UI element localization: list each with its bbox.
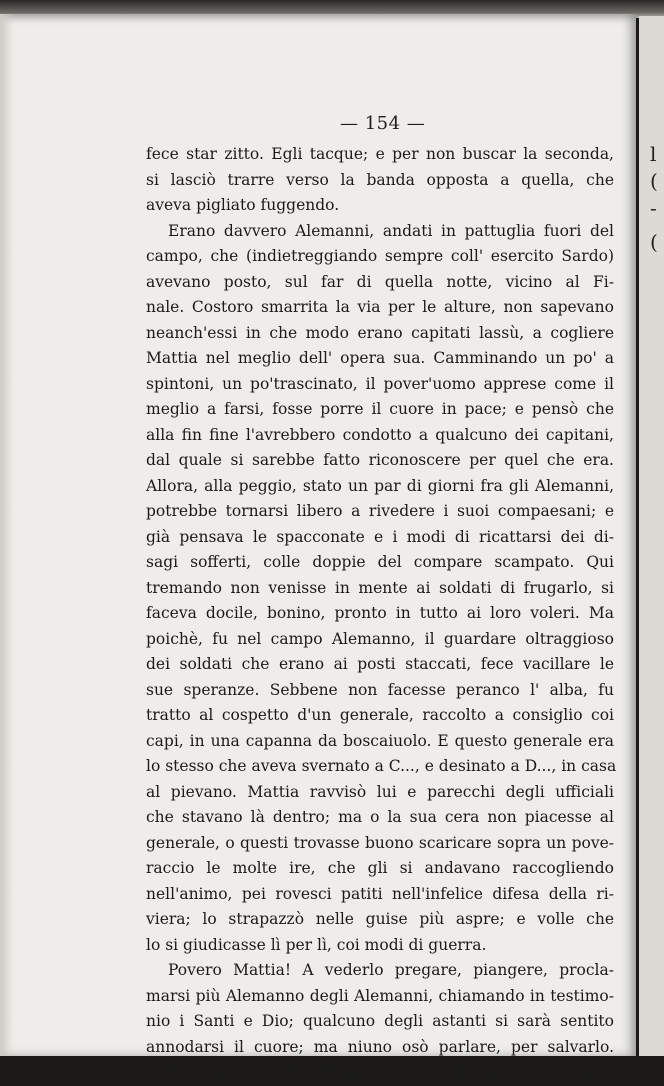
text-line: Allora, alla peggio, stato un par di giorni fra gli Alemanni, — [146, 476, 614, 495]
text-line: faceva docile, bonino, pronto in tutto ai loro voleri. Ma — [146, 604, 614, 622]
adjacent-page-edge — [639, 16, 664, 1056]
text-line: fece star zitto. Egli tacque; e per non buscar la seconda, — [146, 145, 614, 163]
adjacent-page-fragment: ( — [650, 169, 658, 193]
text-line: potrebbe tornarsi libero a rivedere i suoi compaesani; e — [146, 502, 614, 520]
text-line: dal quale si sarebbe fatto riconoscere per quel che era. — [146, 451, 614, 469]
text-line: al pievano. Mattia ravvisò lui e parecchi degli ufficiali — [146, 782, 614, 801]
text-line: alla fin fine l'avrebbero condotto a qualcuno dei capitani, — [146, 425, 614, 444]
text-line: Erano davvero Alemanni, andati in pattuglia fuori del — [168, 221, 614, 240]
text-line: già pensava le spacconate e i modi di ricattarsi dei di- — [146, 527, 614, 546]
text-line: che stavano là dentro; ma o la sua cera non piacesse al — [146, 808, 614, 826]
text-line: meglio a farsi, fosse porre il cuore in pace; e pensò che — [146, 400, 614, 418]
text-line: generale, o questi trovasse buono scaricare sopra un pove- — [146, 833, 614, 852]
text-line: si lasciò trarre verso la banda opposta a quella, che — [146, 170, 614, 189]
body-text — [146, 142, 617, 1086]
text-line: E buon per lui che d'improvviso s'udirono cavalieri per — [146, 1063, 614, 1081]
text-line: sagi sofferti, colle doppie del compare scampato. Qui — [146, 553, 614, 571]
text-line: aveva pigliato fuggendo. — [146, 196, 340, 214]
text-line: tratto al cospetto d'un generale, raccolto a consiglio coi — [146, 706, 614, 724]
text-line: neanch'essi in che modo erano capitati lassù, a cogliere — [146, 323, 614, 342]
text-line: viera; lo strapazzò nelle guise più aspre; e volle che — [146, 910, 614, 928]
text-line: sue speranze. Sebbene non facesse peranco l' alba, fu — [146, 680, 614, 699]
text-line: poichè, fu nel campo Alemanno, il guardare oltraggioso — [146, 629, 614, 648]
text-line: Povero Mattia! A vederlo pregare, piangere, procla- — [168, 961, 614, 979]
text-line: nale. Costoro smarrita la via per le alture, non sapevano — [146, 298, 614, 316]
page-number: — 154 — — [340, 113, 426, 134]
adjacent-page-fragment: - — [650, 196, 657, 220]
text-line: lo stesso che aveva svernato a C..., e desinato a D..., in casa — [146, 757, 617, 775]
text-line: nio i Santi e Dio; qualcuno degli astanti si sarà sentito — [146, 1012, 614, 1030]
text-line: campo, che (indietreggiando sempre coll' esercito Sardo) — [146, 247, 614, 265]
text-line: annodarsi il cuore; ma niuno osò parlare, per salvarlo. — [146, 1037, 614, 1056]
text-line: raccio le molte ire, che gli si andavano raccogliendo — [146, 859, 614, 877]
text-line: tremando non venisse in mente ai soldati di frugarlo, si — [146, 578, 614, 597]
adjacent-page-fragment: l — [650, 142, 657, 166]
text-line: nell'animo, pei rovesci patiti nell'infelice difesa della ri- — [146, 884, 614, 903]
book-page — [0, 14, 636, 1081]
text-line: spintoni, un po'trascinato, il pover'uomo apprese come il — [146, 374, 614, 393]
text-line: capi, in una capanna da boscaiuolo. E questo generale era — [146, 731, 614, 750]
text-line: marsi più Alemanno degli Alemanni, chiamando in testimo- — [146, 986, 614, 1005]
text-line: dei soldati che erano ai posti staccati, fece vacillare le — [146, 655, 614, 673]
text-line: lo si giudicasse lì per lì, coi modi di guerra. — [146, 935, 487, 954]
adjacent-page-fragment: ( — [650, 230, 658, 254]
text-line: avevano posto, sul far di quella notte, vicino al Fi- — [146, 272, 614, 291]
text-line: Mattia nel meglio dell' opera sua. Camminando un po' a — [146, 349, 614, 367]
